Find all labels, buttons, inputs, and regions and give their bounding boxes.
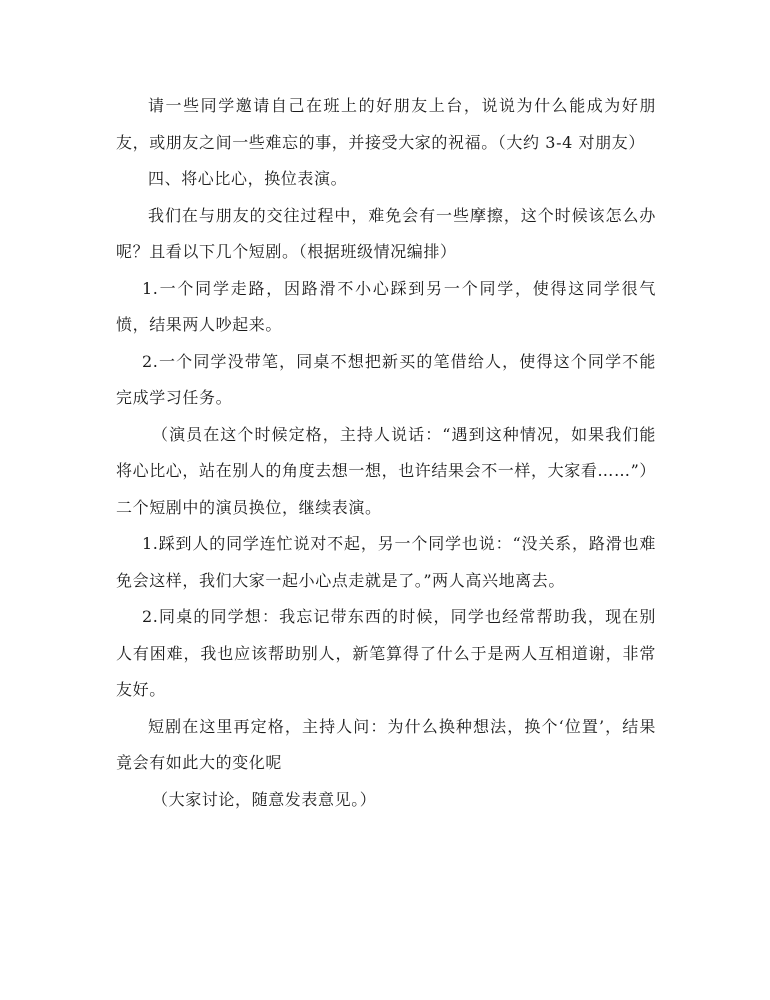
document-body (116, 88, 656, 818)
skit-item-2: 2.一个同学没带笔，同桌不想把新买的笔借给人，使得这个同学不能完成学习任务。 (116, 351, 656, 407)
skit-item-1: 1.一个同学走路，因路滑不小心踩到另一个同学，使得这同学很气愤，结果两人吵起来。 (116, 278, 656, 334)
section-heading-four: 四、将心比心，换位表演。 (148, 169, 348, 188)
paragraph-invite-friends: 请一些同学邀请自己在班上的好朋友上台，说说为什么能成为好朋友，或朋友之间一些难忘的事，并接受大家的祝福。（大约 3-4 对朋友） (116, 96, 656, 152)
paragraph-host-speech: （演员在这个时候定格，主持人说话：“遇到这种情况，如果我们能将心比心，站在别人的角度去想一想，也许结果会不一样，大家看……”）二个短剧中的演员换位，继续表演。 (116, 424, 656, 517)
swap-item-1: 1.踩到人的同学连忙说对不起，另一个同学也说：“没关系，路滑也难免会这样，我们大家一起小心点走就是了。”两人高兴地离去。 (116, 534, 656, 590)
paragraph-host-question: 短剧在这里再定格，主持人问：为什么换种想法，换个‘位置’，结果竟会有如此大的变化呢 (116, 716, 656, 772)
paragraph-discussion: （大家讨论，随意发表意见。） (152, 789, 377, 809)
paragraph-friction-intro: 我们在与朋友的交往过程中，难免会有一些摩擦，这个时候该怎么办呢？且看以下几个短剧。（根据班级情况编排） (116, 205, 656, 261)
swap-item-2: 2.同桌的同学想：我忘记带东西的时候，同学也经常帮助我，现在别人有困难，我也应该帮助别人，新笔算得了什么于是两人互相道谢，非常友好。 (116, 607, 656, 699)
